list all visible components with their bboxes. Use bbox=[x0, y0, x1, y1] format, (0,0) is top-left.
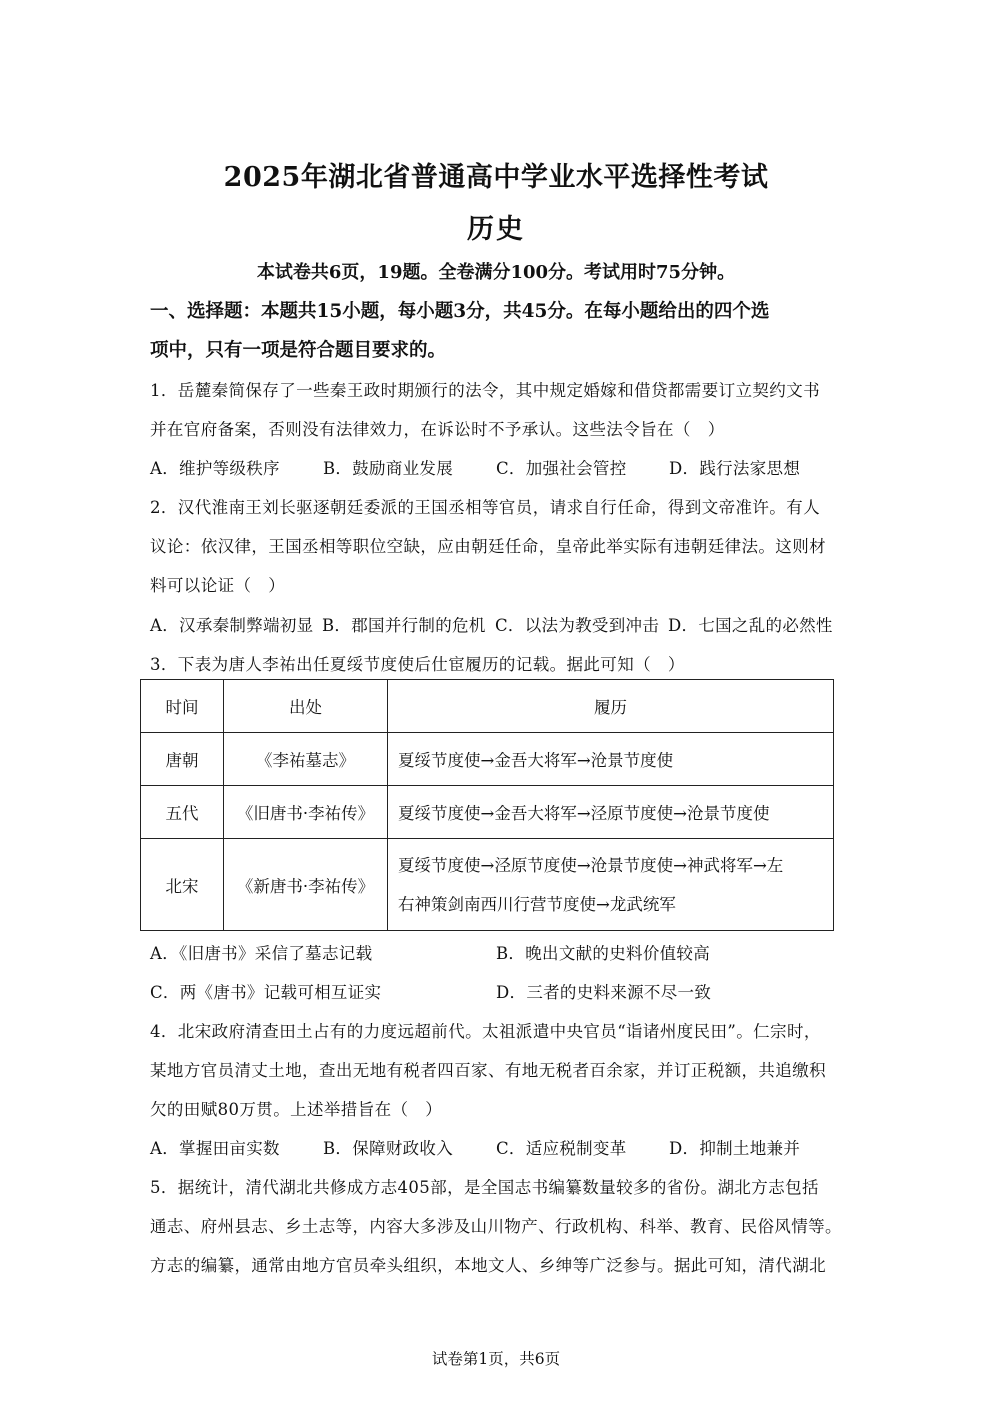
table-cell-source: 《李祐墓志》 bbox=[224, 733, 388, 786]
table-row bbox=[141, 733, 834, 786]
record-line2: 右神策剑南西川行营节度使→龙武统军 bbox=[398, 894, 676, 914]
table-cell-record bbox=[388, 839, 834, 931]
table-cell-time: 五代 bbox=[141, 786, 224, 839]
exam-title: 2025年湖北省普通高中学业水平选择性考试 bbox=[223, 162, 769, 193]
q4-option-d: D．抑制土地兼并 bbox=[669, 1139, 801, 1158]
q4-option-a: A．掌握田亩实数 bbox=[150, 1139, 280, 1158]
section-heading-line2: 项中，只有一项是符合题目要求的。 bbox=[150, 340, 447, 361]
q3-option-c: C．两《唐书》记载可相互证实 bbox=[150, 983, 382, 1002]
q2-line3: 料可以论证（ ） bbox=[150, 576, 286, 595]
q1-line1: 1．岳麓秦简保存了一些秦王政时期颁行的法令，其中规定婚嫁和借贷都需要订立契约文书 bbox=[150, 381, 820, 400]
section-heading-line1: 一、选择题：本题共15小题，每小题3分，共45分。在每小题给出的四个选 bbox=[150, 301, 770, 322]
q3-option-b: B．晚出文献的史料价值较高 bbox=[496, 944, 711, 963]
table-header-row bbox=[141, 680, 834, 733]
table-cell-record: 夏绥节度使→金吾大将军→泾原节度使→沧景节度使 bbox=[388, 786, 834, 839]
q3-option-a: A．《旧唐书》采信了墓志记载 bbox=[150, 944, 373, 963]
q2-option-d: D．七国之乱的必然性 bbox=[668, 616, 833, 635]
q1-option-a: A．维护等级秩序 bbox=[150, 459, 280, 478]
table-cell-time: 北宋 bbox=[141, 839, 224, 931]
record-line1: 夏绥节度使→泾原节度使→沧景节度使→神武将军→左 bbox=[398, 855, 784, 875]
q5-line1: 5．据统计，清代湖北共修成方志405部，是全国志书编纂数量较多的省份。湖北方志包括 bbox=[150, 1178, 819, 1197]
q2-option-a: A．汉承秦制弊端初显 bbox=[150, 616, 314, 635]
q4-option-b: B．保障财政收入 bbox=[323, 1139, 454, 1158]
q4-line1: 4．北宋政府清查田土占有的力度远超前代。太祖派遣中央官员“诣诸州度民田”。仁宗时， bbox=[150, 1022, 821, 1041]
page-footer: 试卷第1页，共6页 bbox=[431, 1350, 561, 1368]
table-cell-record: 夏绥节度使→金吾大将军→沧景节度使 bbox=[388, 733, 834, 786]
q4-line2: 某地方官员清丈土地，查出无地有税者四百家、有地无税者百余家，并订正税额，共追缴积 bbox=[150, 1061, 826, 1080]
q3-stem: 3．下表为唐人李祐出任夏绥节度使后仕宦履历的记载。据此可知（ ） bbox=[150, 655, 685, 674]
q2-option-b: B．郡国并行制的危机 bbox=[322, 616, 486, 635]
table-row bbox=[141, 786, 834, 839]
table-row bbox=[141, 839, 834, 931]
table-header-source: 出处 bbox=[224, 680, 388, 733]
q5-line2: 通志、府州县志、乡土志等，内容大多涉及山川物产、行政机构、科举、教育、民俗风情等。 bbox=[150, 1217, 842, 1236]
q2-line2: 议论：依汉律，王国丞相等职位空缺，应由朝廷任命，皇帝此举实际有违朝廷律法。这则材 bbox=[150, 537, 826, 556]
q1-option-c: C．加强社会管控 bbox=[496, 459, 627, 478]
q1-line2: 并在官府备案，否则没有法律效力，在诉讼时不予承认。这些法令旨在（ ） bbox=[150, 420, 725, 439]
q4-line3: 欠的田赋80万贯。上述举措旨在（ ） bbox=[150, 1100, 443, 1119]
table-cell-time: 唐朝 bbox=[141, 733, 224, 786]
table-header-record: 履历 bbox=[388, 680, 834, 733]
q5-line3: 方志的编纂，通常由地方官员牵头组织，本地文人、乡绅等广泛参与。据此可知，清代湖北 bbox=[150, 1256, 826, 1275]
q3-option-d: D．三者的史料来源不尽一致 bbox=[496, 983, 712, 1002]
q2-line1: 2．汉代淮南王刘长驱逐朝廷委派的王国丞相等官员，请求自行任命，得到文帝准许。有人 bbox=[150, 498, 820, 517]
q2-option-c: C．以法为教受到冲击 bbox=[495, 616, 660, 635]
q1-option-b: B．鼓励商业发展 bbox=[323, 459, 454, 478]
q4-option-c: C．适应税制变革 bbox=[496, 1139, 627, 1158]
table-cell-source: 《旧唐书·李祐传》 bbox=[224, 786, 388, 839]
exam-note: 本试卷共6页，19题。全卷满分100分。考试用时75分钟。 bbox=[256, 262, 736, 283]
record-table bbox=[140, 679, 834, 931]
table-cell-source: 《新唐书·李祐传》 bbox=[224, 839, 388, 931]
subject-title: 历史 bbox=[467, 214, 525, 245]
table-header-time: 时间 bbox=[141, 680, 224, 733]
q1-option-d: D．践行法家思想 bbox=[669, 459, 801, 478]
